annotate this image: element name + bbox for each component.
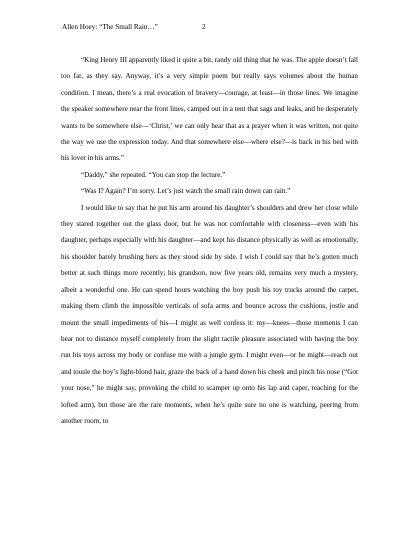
paragraph-1: “King Henry III apparently liked it quite a bit, randy old thing that he was. The apple doesn’t fall too far, as they say. Anyway, it’s a very simple poem but really says volumes about the human condition. I mean, there’s a real evocation of bravery—courage, at least—in those lines. We imagine the speaker somewhere near the front lines, camped out in a tent that sags and leaks, and he desperately wants to be somewhere else—‘Christ,’ we can only hear that as a prayer when it was written, not quite the way we use the expression today. And that somewhere else—where else?—is back in his bed with his lover in his arms.” xyxy=(61,56,358,163)
header-author-title: Allen Hoey: “The Small Rain…” xyxy=(62,23,158,31)
paragraph-4: I would like to say that he put his arm around his daughter’s shoulders and drew her close while they stared together out the glass door, but he was not comfortable with closeness—even with his daughter, perhaps especially with his daughter—and kept his distance physically as well as emotionally, his shoulder barely brushing hers as they stood side by side. I wish I could say that he’s gotten much better at such things more recently; his grandson, now five years old, remains very much a mystery, albeit a wonderful one. He can spend hours watching the boy push his toy trucks around the carpet, making them climb the impossible verticals of sofa arms and bounce across the cushions, jostle and mount the small impediments of his—I might as well confess it: my—knees—those moments I can bear not to distance myself completely from the slight tactile pleasure associated with having the boy run his toys across my body or confuse me with a jungle gym. I might even—or he might—reach out and tousle the boy’s light-blond hair, graze the back of a hand down his cheek and pinch his nose (“Got your nose,” he might say, provoking the child to scamper up onto his lap and caper, reaching for the lofted arm), but those are the rare moments, when he’s quite sure no one is watching, peering from another room, to xyxy=(61,203,358,425)
page-number: 2 xyxy=(202,23,206,31)
body-text xyxy=(61,52,358,429)
paragraph-3: “Was I? Again? I’m sorry. Let’s just watch the small rain down can rain.” xyxy=(81,187,291,196)
paragraph-2: “Daddy,” she repeated. “You can stop the lecture.” xyxy=(81,170,226,179)
